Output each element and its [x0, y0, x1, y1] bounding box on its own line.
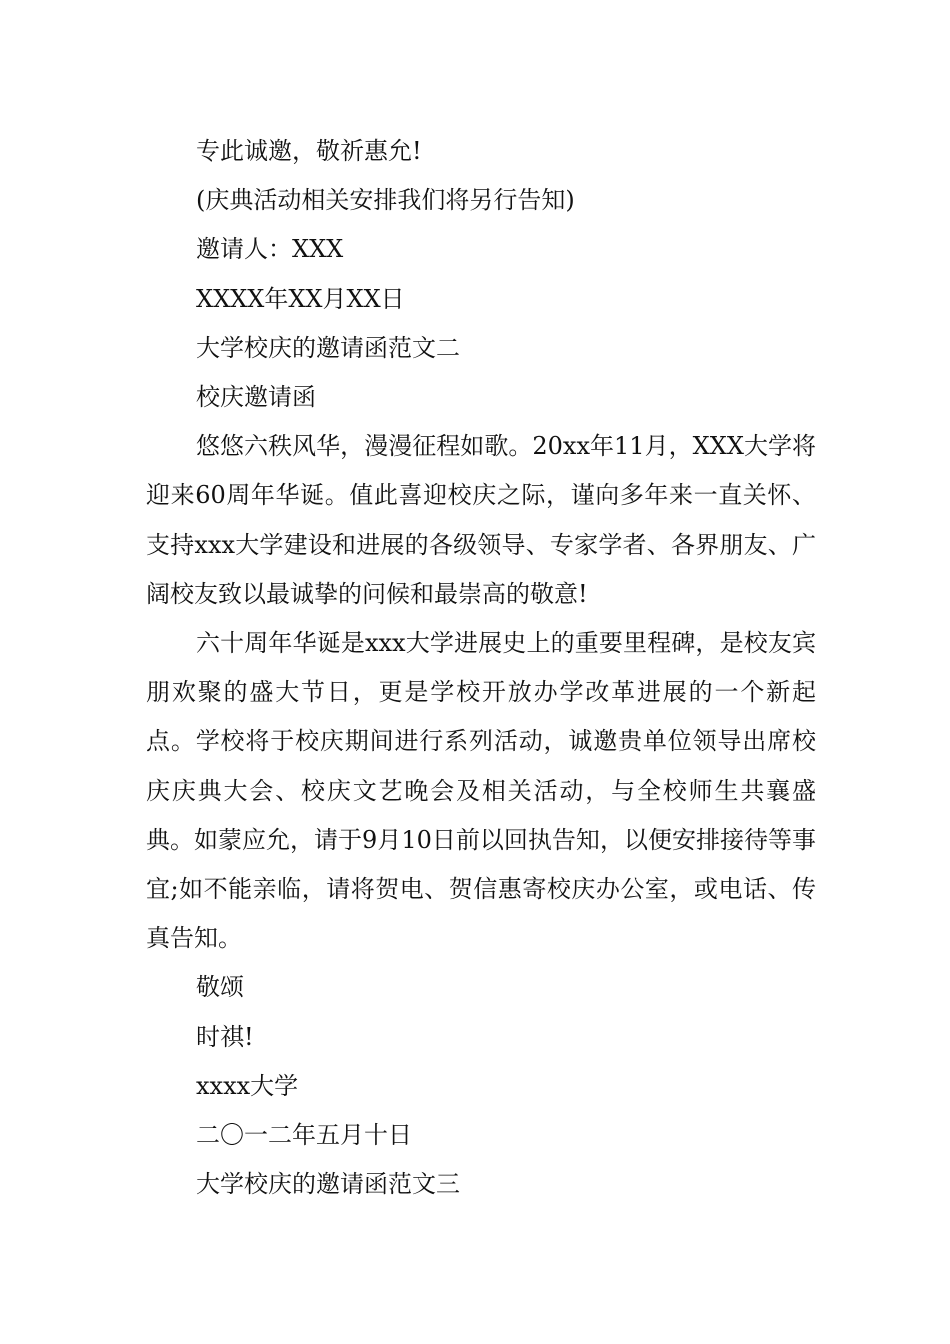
- salutation-line-2: 时祺!: [196, 1022, 254, 1051]
- document-body: [146, 127, 816, 1209]
- note-line: (庆典活动相关安排我们将另行告知): [196, 186, 575, 215]
- sample-three-heading: 大学校庆的邀请函范文三: [196, 1170, 460, 1199]
- signature-line: xxxx大学: [196, 1071, 299, 1100]
- salutation-line-1: 敬颂: [196, 973, 244, 1002]
- letter-title: 校庆邀请函: [196, 383, 316, 412]
- paragraph-invitation: 六十周年华诞是xxx大学进展史上的重要里程碑，是校友宾朋欢聚的盛大节日，更是学校开放办学改革进展的一个新起点。学校将于校庆期间进行系列活动，诚邀贵单位领导出席校庆庆典大会、校庆文艺晚会及相关活动，与全校师生共襄盛典。如蒙应允，请于9月10日前以回执告知，以便安排接待等事宜;如不能亲临，请将贺电、贺信惠寄校庆办公室，或电话、传真告知。: [146, 629, 816, 953]
- signature-date-line: 二〇一二年五月十日: [196, 1121, 412, 1150]
- closing-invite-line: 专此诚邀，敬祈惠允!: [196, 137, 422, 165]
- date-line: XXXX年XX月XX日: [196, 284, 405, 313]
- inviter-line: 邀请人：XXX: [196, 235, 344, 264]
- paragraph-intro: 悠悠六秩风华，漫漫征程如歌。20xx年11月，XXX大学将迎来60周年华诞。值此喜迎校庆之际，谨向多年来一直关怀、支持xxx大学建设和进展的各级领导、专家学者、各界朋友、广阔校友致以最诚挚的问候和最崇高的敬意!: [146, 432, 816, 608]
- sample-two-heading: 大学校庆的邀请函范文二: [196, 333, 460, 362]
